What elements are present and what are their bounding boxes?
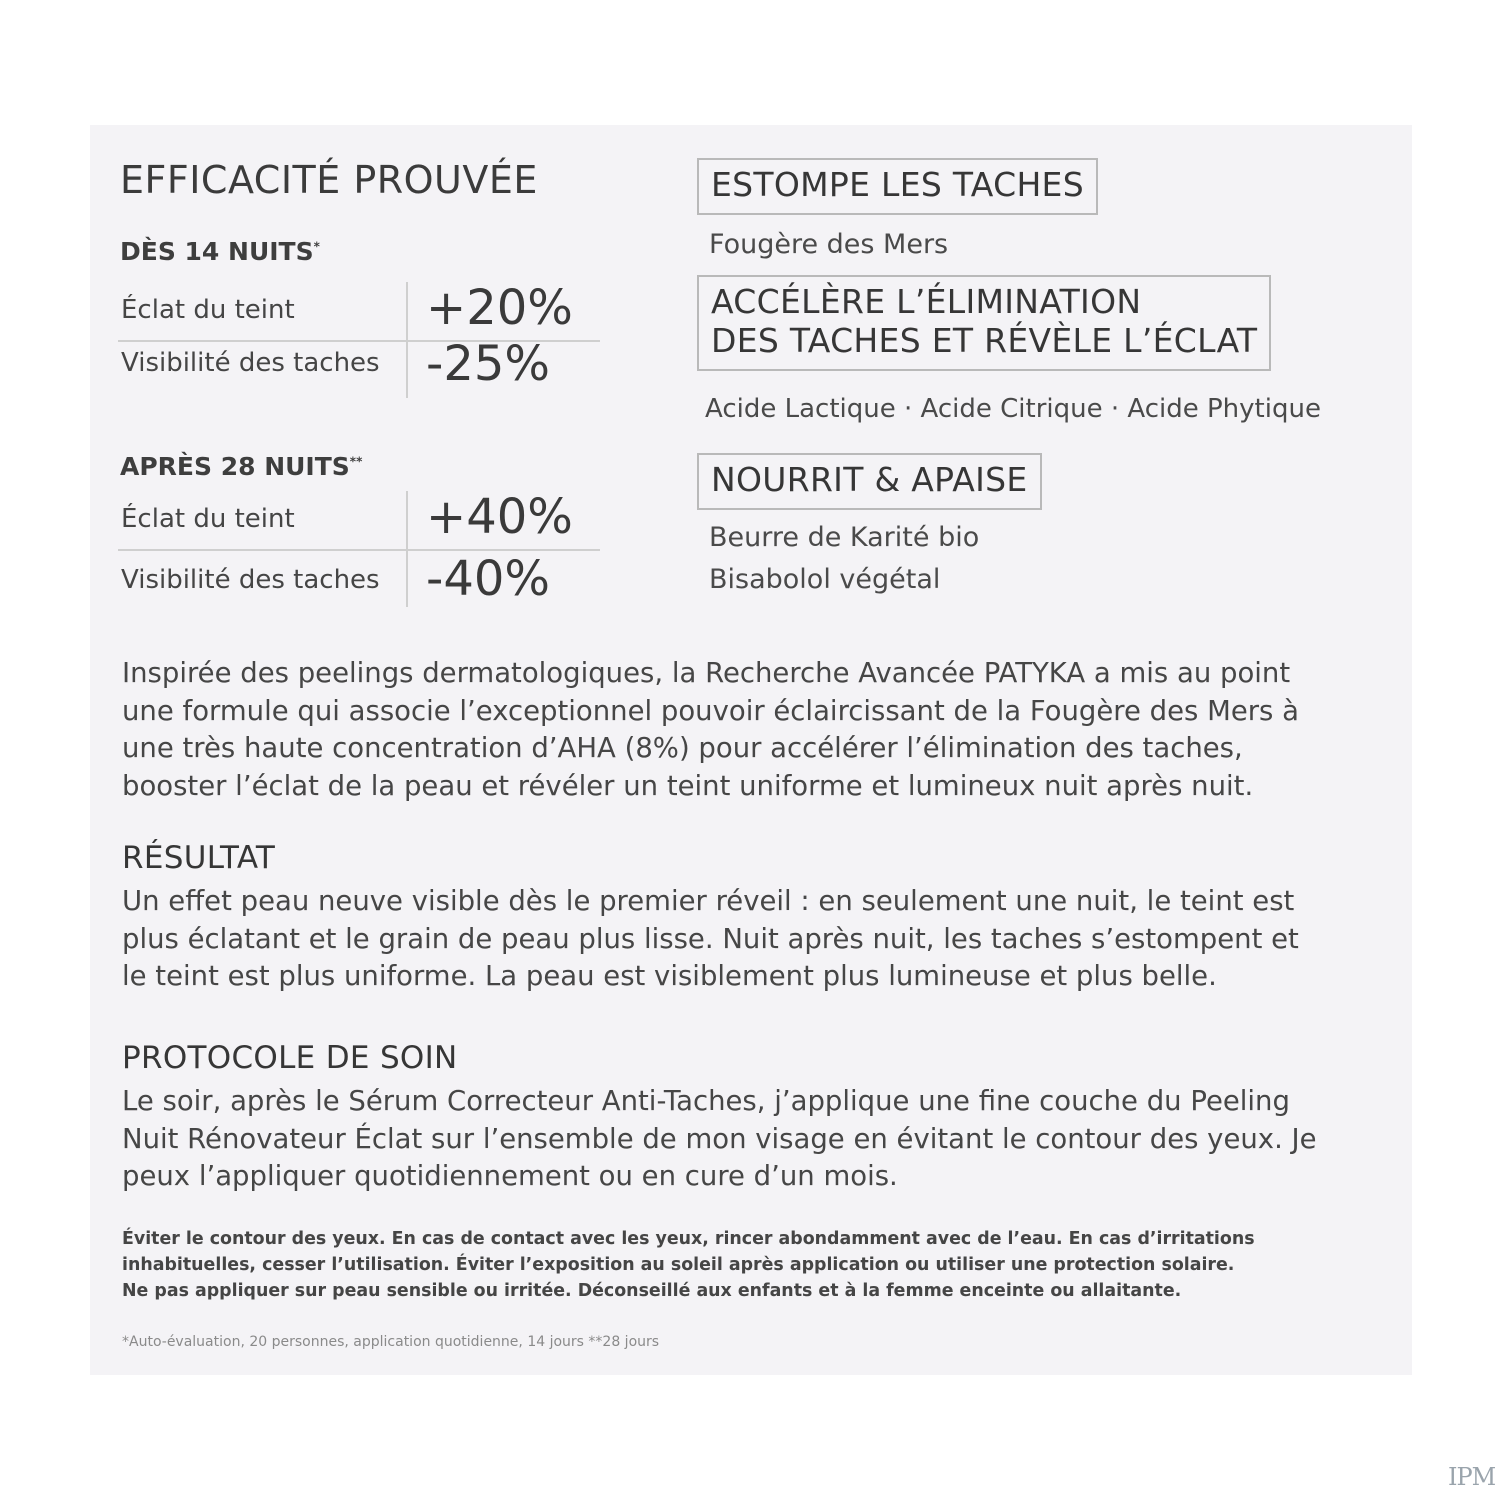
efficacy-title: EFFICACITÉ PROUVÉE: [120, 158, 538, 202]
benefit-box-fade-spots: [697, 158, 1098, 215]
footnote: *Auto-évaluation, 20 personnes, application quotidienne, 14 jours **28 jours: [122, 1334, 660, 1350]
protocol-heading: PROTOCOLE DE SOIN: [122, 1040, 458, 1076]
stat-value: +20%: [426, 280, 573, 336]
period1-stats: [118, 282, 600, 400]
benefit-ingredient: Bisabolol végétal: [709, 564, 941, 595]
text-line: plus éclatant et le grain de peau plus lisse. Nuit après nuit, les taches s’estompent et: [122, 922, 1299, 955]
text-line: peux l’appliquer quotidiennement ou en cure d’un mois.: [122, 1160, 898, 1193]
text-line: une très haute concentration d’AHA (8%) pour accélérer l’élimination des taches,: [122, 732, 1243, 765]
stat-label: Visibilité des taches: [121, 565, 380, 595]
benefit-ingredient: Beurre de Karité bio: [709, 522, 980, 553]
result-heading: RÉSULTAT: [122, 840, 276, 876]
stat-row: [118, 491, 600, 551]
stat-value: +40%: [426, 489, 573, 545]
stat-value: -40%: [426, 551, 551, 607]
text-line: Ne pas appliquer sur peau sensible ou irritée. Déconseillé aux enfants et à la femme enceinte ou allaitante.: [122, 1281, 1182, 1302]
benefit-box-accelerate: [697, 275, 1271, 371]
benefit-box-nourish: [697, 453, 1042, 510]
text-line: une formule qui associe l’exceptionnel pouvoir éclaircissant de la Fougère des Mers à: [122, 694, 1299, 727]
stat-row: [118, 551, 600, 609]
period2-label: APRÈS 28 NUITS**: [120, 452, 363, 481]
stat-label: Éclat du teint: [121, 504, 295, 534]
result-paragraph: [122, 883, 1387, 996]
text-line: Un effet peau neuve visible dès le premier réveil : en seulement une nuit, le teint est: [122, 885, 1295, 917]
text-line: Le soir, après le Sérum Correcteur Anti-Taches, j’applique une fine couche du Peeling: [122, 1085, 1290, 1117]
warning-text: [122, 1226, 1255, 1304]
text-line: Inspirée des peelings dermatologiques, la Recherche Avancée PATYKA a mis au point: [122, 657, 1291, 689]
intro-paragraph: [122, 655, 1387, 806]
stat-label: Éclat du teint: [121, 295, 295, 325]
text-line: booster l’éclat de la peau et révéler un teint uniforme et lumineux nuit après nuit.: [122, 770, 1254, 803]
watermark-logo: IPM: [1448, 1463, 1496, 1491]
period2-stats: [118, 491, 600, 609]
protocol-paragraph: [122, 1083, 1387, 1196]
benefit-title: NOURRIT & APAISE: [711, 460, 1028, 499]
stat-row: [118, 336, 600, 400]
period1-label: DÈS 14 NUITS*: [120, 237, 320, 266]
stat-value: -25%: [426, 336, 551, 392]
text-line: inhabituelles, cesser l’utilisation. Éviter l’exposition au soleil après application ou utiliser une protection solaire.: [122, 1255, 1235, 1276]
text-line: Éviter le contour des yeux. En cas de contact avec les yeux, rincer abondamment avec de l’eau. En cas d’irritations: [122, 1229, 1255, 1249]
stat-row: [118, 282, 600, 342]
benefit-title: ACCÉLÈRE L’ÉLIMINATION: [711, 282, 1142, 321]
benefit-ingredient: Acide Lactique · Acide Citrique · Acide Phytique: [705, 394, 1321, 424]
benefit-title: DES TACHES ET RÉVÈLE L’ÉCLAT: [711, 320, 1258, 360]
benefit-title: ESTOMPE LES TACHES: [711, 165, 1084, 204]
stat-label: Visibilité des taches: [121, 348, 380, 378]
text-line: le teint est plus uniforme. La peau est visiblement plus lumineuse et plus belle.: [122, 960, 1217, 993]
text-line: Nuit Rénovateur Éclat sur l’ensemble de mon visage en évitant le contour des yeux. Je: [122, 1122, 1317, 1155]
benefit-ingredient: Fougère des Mers: [709, 229, 949, 260]
